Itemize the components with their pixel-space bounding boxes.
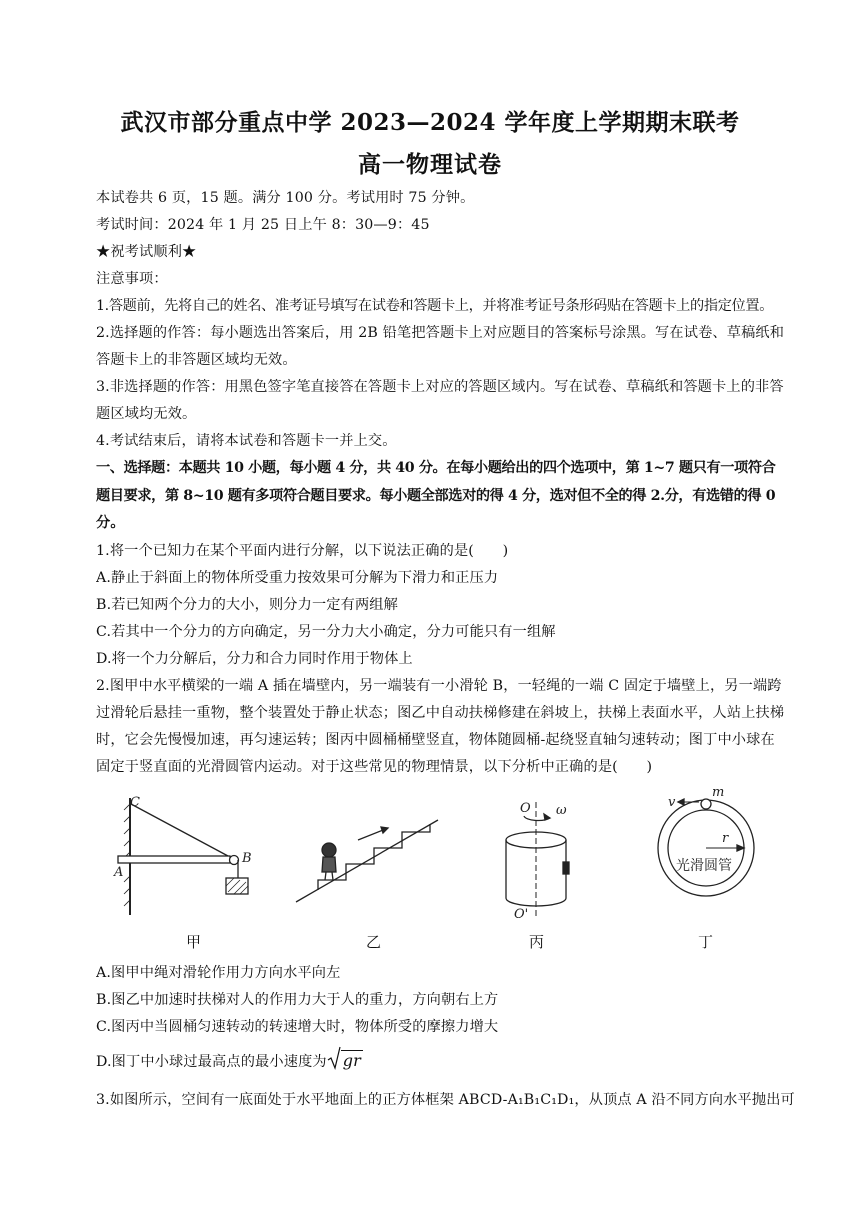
label-r: r (722, 831, 729, 846)
label-b: B (242, 851, 252, 866)
q3-stem-1: 3.如图所示，空间有一底面处于水平地面上的正方体框架 ABCD-A₁B₁C₁D₁，从顶点 A 沿不同方向水平抛出可 (96, 1092, 795, 1108)
q2-stem-2: 过滑轮后悬挂一重物，整个装置处于静止状态；图乙中自动扶梯修建在斜坡上，扶梯上表面水平，人站上扶梯 (96, 705, 785, 721)
label-o-prime: O' (514, 907, 529, 922)
q1-option-a: A.静止于斜面上的物体所受重力按效果可分解为下滑力和正压力 (96, 570, 499, 586)
label-o: O (520, 801, 531, 816)
exam-title: 武汉市部分重点中学 2023—2024 学年度上学期期末联考 (120, 109, 740, 136)
note-4: 4.考试结束后，请将本试卷和答题卡一并上交。 (96, 433, 397, 449)
notes-title: 注意事项： (96, 271, 168, 287)
q1-option-c: C.若其中一个分力的方向确定，另一分力大小确定，分力可能只有一组解 (96, 624, 556, 640)
q2-option-c: C.图丙中当圆桶匀速转动的转速增大时，物体所受的摩擦力增大 (96, 1019, 499, 1035)
intro-line-1: 本试卷共 6 页，15 题。满分 100 分。考试用时 75 分钟。 (96, 190, 475, 206)
q2-option-d: D.图丁中小球过最高点的最小速度为 (96, 1054, 327, 1070)
q2-option-d-formula: gr (342, 1051, 361, 1070)
note-1: 1.答题前，先将自己的姓名、准考证号填写在试卷和答题卡上，并将准考证号条形码贴在答题卡上的指定位置。 (96, 298, 774, 314)
note-3a: 3.非选择题的作答：用黑色签字笔直接答在答题卡上对应的答题区域内。写在试卷、草稿纸和答题卡上的非答 (96, 379, 784, 395)
q2-stem-1: 2.图甲中水平横梁的一端 A 插在墙壁内，另一端装有一小滑轮 B，一轻绳的一端 C 固定于墙壁上，另一端跨 (96, 678, 782, 694)
label-tube: 光滑圆管 (676, 858, 732, 874)
q2-option-a: A.图甲中绳对滑轮作用力方向水平向左 (96, 965, 341, 981)
q1-option-d: D.将一个力分解后，分力和合力同时作用于物体上 (96, 651, 413, 667)
figure-jia (118, 798, 248, 915)
label-c: C (130, 795, 140, 810)
section1-line-2: 题目要求，第 8~10 题有多项符合题目要求。每小题全部选对的得 4 分，选对但不全的得 2.分，有选错的得 0 (96, 488, 776, 504)
figure-yi (296, 820, 438, 902)
figure-ding (658, 799, 754, 896)
section1-line-3: 分。 (96, 515, 125, 531)
exam-subtitle: 高一物理试卷 (358, 151, 502, 178)
figure-bing (506, 802, 569, 918)
q2-stem-3: 时，它会先慢慢加速，再匀速运转；图丙中圆桶桶壁竖直，物体随圆桶-起绕竖直轴匀速转动；图丁中小球在 (96, 732, 775, 748)
q2-option-d-line (96, 1046, 796, 1072)
q2-option-b: B.图乙中加速时扶梯对人的作用力大于人的重力，方向朝右上方 (96, 992, 499, 1008)
label-omega: ω (556, 803, 567, 818)
caption-yi: 乙 (366, 933, 382, 951)
note-2a: 2.选择题的作答：每小题选出答案后，用 2B 铅笔把答题卡上对应题目的答案标号涂黑。写在试卷、草稿纸和 (96, 325, 785, 341)
intro-line-2: 考试时间：2024 年 1 月 25 日上午 8：30—9：45 (96, 217, 430, 233)
note-3b: 题区域均无效。 (96, 406, 197, 422)
caption-ding: 丁 (698, 933, 714, 951)
q1-option-b: B.若已知两个分力的大小，则分力一定有两组解 (96, 597, 398, 613)
label-a: A (114, 865, 124, 880)
intro-line-3: ★祝考试顺利★ (96, 244, 197, 260)
section1-line-1: 一、选择题：本题共 10 小题，每小题 4 分，共 40 分。在每小题给出的四个选项中，第 1~7 题只有一项符合 (96, 460, 776, 476)
caption-jia: 甲 (186, 933, 202, 951)
q1-stem: 1.将一个已知力在某个平面内进行分解，以下说法正确的是( ) (96, 543, 509, 559)
q2-stem-4: 固定于竖直面的光滑圆管内运动。对于这些常见的物理情景，以下分析中正确的是( ) (96, 759, 653, 775)
caption-bing: 丙 (529, 933, 545, 951)
label-m: m (712, 785, 725, 800)
note-2b: 答题卡上的非答题区域均无效。 (96, 352, 297, 368)
label-v: v (668, 795, 676, 810)
sqrt-symbol (327, 1046, 341, 1070)
